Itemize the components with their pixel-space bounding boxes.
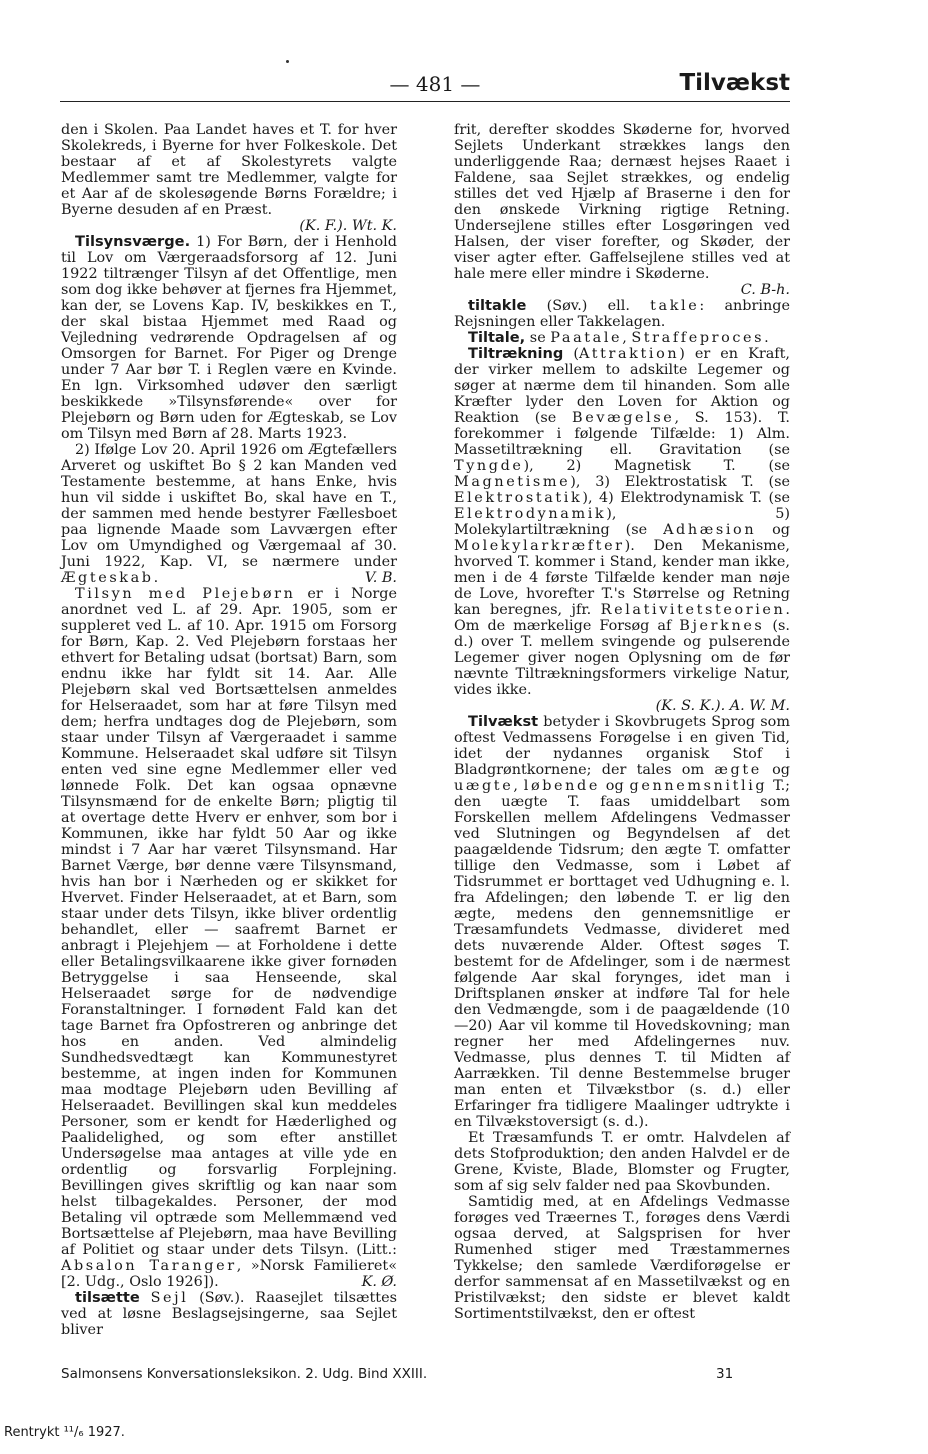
entry-tilsaette: tilsætte Sejl (Søv.). Raasejlet tilsættes ved at løsne Beslagsejsingerne, saa Sejlet bliver xyxy=(61,1289,397,1338)
spaced-term: Attraktion xyxy=(579,346,680,362)
paragraph: Samtidig med, at en Afdelings Vedmasse forøges ved Træernes T., forøges dens Værdi ogsaa derved, at Salgsprisen for hver Rumenhed stiger med Træstammernes Tykkelse; den samlede Værdiforøgelse er derfor sammensat af en Massetilvækst og en Pristilvækst; den sidste er blevet kaldt Sortimentstilvækst, den er oftest xyxy=(454,1194,790,1322)
print-speck xyxy=(286,60,289,63)
entry-tiltakle: tiltakle (Søv.) ell. takle: anbringe Rejsningen eller Takkelagen. xyxy=(454,297,790,330)
sheet-number: 31 xyxy=(716,1366,734,1382)
spaced-term: takle xyxy=(650,298,700,314)
headword: tiltakle xyxy=(468,297,527,314)
entry-tilsynsvaerge: Tilsynsværge. 1) For Børn, der i Henhold til Lov om Værgeraadsforsorg af 12. Juni 1922 tiltrænger Tilsyn af det Offentlige, men som dog ikke behøver at fjernes fra Hjemmet, kan der, se Lovens Kap. IV, beskikkes en T., der skal bistaa Hjemmet med Raad og Vejledning vedrørende Opdragelsen af og Omsorgen for Barnet. For Piger og Drenge under 7 Aar bør T. i Reglen være en Kvinde. En lgn. Virksomhed udøver den særligt beskikkede »Tilsynsførende« over for Plejebørn og Børn uden for Ægteskab, se Lov om Tilsyn med Børn af 28. Marts 1923. xyxy=(61,233,397,442)
entry-tiltraekning: Tiltrækning (Attraktion) er en Kraft, der virker mellem to adskilte Legemer og søger at nærme dem til hinanden. Som alle Kræfter lyder den Loven for Aktion og Reaktion (se Bevægelse, S. 153). T. forekommer i følgende Tilfælde: 1) Alm. Massetiltrækning ell. Gravitation (se Tyngde), 2) Magnetisk T. (se Magnetisme), 3) Elektrostatisk T. (se Elektrostatik), 4) Elektrodynamisk T. (se Elektrodynamik), 5) Molekylartiltrækning (se Adhæsion og Molekylarkræfter). Den Mekanisme, hvorved T. kommer i Stand, kender man ikke, men i de 4 første Tilfælde kender man nøje de Love, hvorefter T.'s Størrelse og Retning kan beregnes, jfr. Relativitetsteorien. Om de mærkelige Forsøg af Bjerknes (s. d.) over T. mellem svingende og pulserende Legemer giver nogen Oplysning om de før nævnte Tiltrækningsformers virkelige Natur, vides ikke. xyxy=(454,345,790,698)
paragraph: den i Skolen. Paa Landet haves et T. for hver Skolekreds, i Byerne for hver Folkeskole. Det bestaar af et af Skolestyrets valgte Medlemmer samt tre Medlemmer, valgte for et Aar af de skolesøgende Børns Forældre; i Byerne desuden af en Præst. xyxy=(61,122,397,218)
entry-tilvaekst: Tilvækst betyder i Skovbrugets Sprog som oftest Vedmassens Forøgelse i en given Tid, idet der nydannes organisk Stof i Bladgrøntkornene; der tales om ægte og uægte, løbende og gennemsnitlig T.; den uægte T. faas umiddelbart som Forskellen mellem Afdelingens Vedmasser ved Slutningen og Begyndelsen af det paagældende Tidsrum; den ægte T. omfatter tillige den Vedmasse, som i Løbet af Tidsrummet er borttaget ved Udhugning e. l. fra Afdelingen; den løbende T. er lig den ægte, medens den gennemsnitlige er Træsamfundets Vedmasse, divideret med dets nuværende Alder. Oftest søges T. bestemt for de Afdelinger, som i de nærmest følgende Aar skal forynges, idet man i Driftsplanen ønsker at indføre Tal for hele den Vedmængde, som i de paagældende (10—20) Aar vil komme til Hovedskovning; man regner her med Afdelingernes nuv. Vedmasse, plus dennes T. til Midten af Aarrækken. Til denne Bestemmelse bruger man enten et Tilvækstbor (s. d.) eller Erfaringer fra tidligere Maalinger udtrykte i en Tilvækstoversigt (s. d.). xyxy=(454,713,790,1130)
cross-reference: Bevægelse xyxy=(572,410,675,426)
signature: K. Ø. xyxy=(361,1274,397,1290)
cross-reference: Adhæsion xyxy=(663,522,757,538)
cross-reference: Magnetisme xyxy=(454,474,571,490)
cross-reference: Molekylarkræfter xyxy=(454,538,625,554)
spaced-term: Sejl xyxy=(150,1290,189,1306)
headword: Tiltrækning xyxy=(468,345,564,362)
spaced-term: løbende xyxy=(523,778,600,794)
cross-reference: Tyngde xyxy=(454,458,524,474)
header-rule xyxy=(60,101,790,102)
cross-reference: Paatale xyxy=(550,330,623,346)
headword: Tilvækst xyxy=(468,713,539,730)
headword: Tiltale, xyxy=(468,329,526,346)
left-column xyxy=(61,122,397,1338)
paragraph: frit, derefter skoddes Skøderne for, hvorved Sejlets Underkant strækkes langs den underliggende Raa; dernæst hejses Raaet i Faldene, saa Sejlet strækkes, og endelig stilles det ved Hjælp af Braserne i den for den ønskede Virkning rigtige Retning. Undersejlene stilles efter Losgøringen ved Halsen, der viser forefter, og Skøder, der viser agter efter. Gaffelsejlene stilles ved at hale mere eller mindre i Skøderne. xyxy=(454,122,790,282)
entry-tiltale: Tiltale, se Paatale, Straffeproces. xyxy=(468,329,772,346)
paragraph: Tilsyn med Plejebørn er i Norge anordnet ved L. af 29. Apr. 1905, som er suppleret ved L. af 10. Apr. 1915 om Forsorg for Børn, Kap. 2. Ved Plejebørn forstaas her ethvert for Betaling udsat (bortsat) Barn, som endnu ikke har fyldt sit 14. Aar. Alle Plejebørn skal ved Bortsættelsen anmeldes for Helseraadet, som har at føre Tilsyn med dem; herfra undtages dog de Plejebørn, som staar under Tilsyn af Værgeraadet i samme Kommune. Helseraadet skal udføre sit Tilsyn enten ved sine egne Medlemmer eller ved lønnede Folk. Det kan ogsaa opnævne Tilsynsmænd for de enkelte Børn; pligtig til at overtage dette Hverv er enhver, som bor i Kommunen, ikke har fyldt 50 Aar og ikke mindst i 7 Aar har været Tilsynsmand. Har Barnet Værge, bør denne være Tilsynsmand, hvis han bor i Nærheden og er skikket for Hvervet. Finder Helseraadet, at et Barn, som staar under dets Tilsyn, ikke bliver ordentlig behandlet, eller — saafremt Barnet er anbragt i Plejehjem — at Forholdene i dette eller Betalingsvilkaarene ikke giver fornøden Betryggelse i saa Henseende, skal Helseraadet sørge for de nødvendige Foranstaltninger. I fornødent Fald kan det tage Barnet fra Opfostreren og anbringe det hos en anden. Ved almindelig Sundhedsvedtægt kan Kommunestyret bestemme, at ingen inden for Kommunen maa modtage Plejebørn uden Bevilling af Helseraadet. Bevillingen skal kun meddeles Personer, som er kendt for Hæderlighed og Paalidelighed, og som efter anstillet Undersøgelse maa antages at ville yde en ordentlig og forsvarlig Forplejning. Bevillingen gives skriftlig og kan naar som helst tilbagekaldes. Personer, der mod Betaling vil optræde som Mellemmænd ved Bortsættelse af Plejebørn, maa have Bevilling af Politiet og staar under dets Tilsyn. (Litt.: Absalon Taranger, »Norsk Familieret« [2. Udg., Oslo 1926]). K. Ø. xyxy=(61,586,397,1290)
author-name: Absalon Taranger xyxy=(61,1258,237,1274)
cross-reference: Relativitetsteorien xyxy=(600,602,786,618)
signature: (K. S. K.). A. W. M. xyxy=(655,698,790,714)
cross-reference: Ægteskab. xyxy=(61,570,161,586)
author-name: Bjerknes xyxy=(679,618,765,634)
cross-reference: Elektrostatik xyxy=(454,490,583,506)
headword: Tilsynsværge. xyxy=(75,233,191,250)
spaced-term: ægte xyxy=(714,762,762,778)
paragraph: Et Træsamfunds T. er omtr. Halvdelen af dets Stofproduktion; den anden Halvdel er de Grene, Kviste, Blade, Blomster og Frugter, som af sig selv falder ned paa Skovbunden. xyxy=(454,1130,790,1194)
publication-line: Salmonsens Konversationsleksikon. 2. Udg. Bind XXIII. xyxy=(61,1366,428,1382)
signature: V. B. xyxy=(364,570,397,586)
right-column xyxy=(454,122,790,1322)
signature: (K. F.). Wt. K. xyxy=(299,218,397,234)
footer xyxy=(61,1366,761,1382)
paragraph: 2) Ifølge Lov 20. April 1926 om Ægtefællers Arveret og uskiftet Bo § 2 kan Manden ved Testamente bestemme, at hans Enke, hvis hun vil sidde i uskiftet Bo, skal have en T., der sammen med hende bestyrer Fællesboet paa lignende Maade som Lavværgen efter Lov om Umyndighed og Værgemaal af 30. Juni 1922, Kap. VI, se nærmere under Ægteskab. V. B. xyxy=(61,442,397,586)
signature: C. B-h. xyxy=(740,282,790,298)
running-head: Tilvækst xyxy=(679,70,790,96)
page-number: — 481 — xyxy=(389,72,481,96)
reprint-note: Rentrykt ¹¹/₆ 1927. xyxy=(4,1425,125,1440)
headword: tilsætte xyxy=(75,1289,140,1306)
spaced-term: gennemsnitlig xyxy=(629,778,768,794)
spaced-term: uægte xyxy=(454,778,514,794)
cross-reference: Elektrodynamik xyxy=(454,506,607,522)
spaced-term: Tilsyn med Plejebørn xyxy=(75,586,296,602)
cross-reference: Straffeproces. xyxy=(631,330,772,346)
